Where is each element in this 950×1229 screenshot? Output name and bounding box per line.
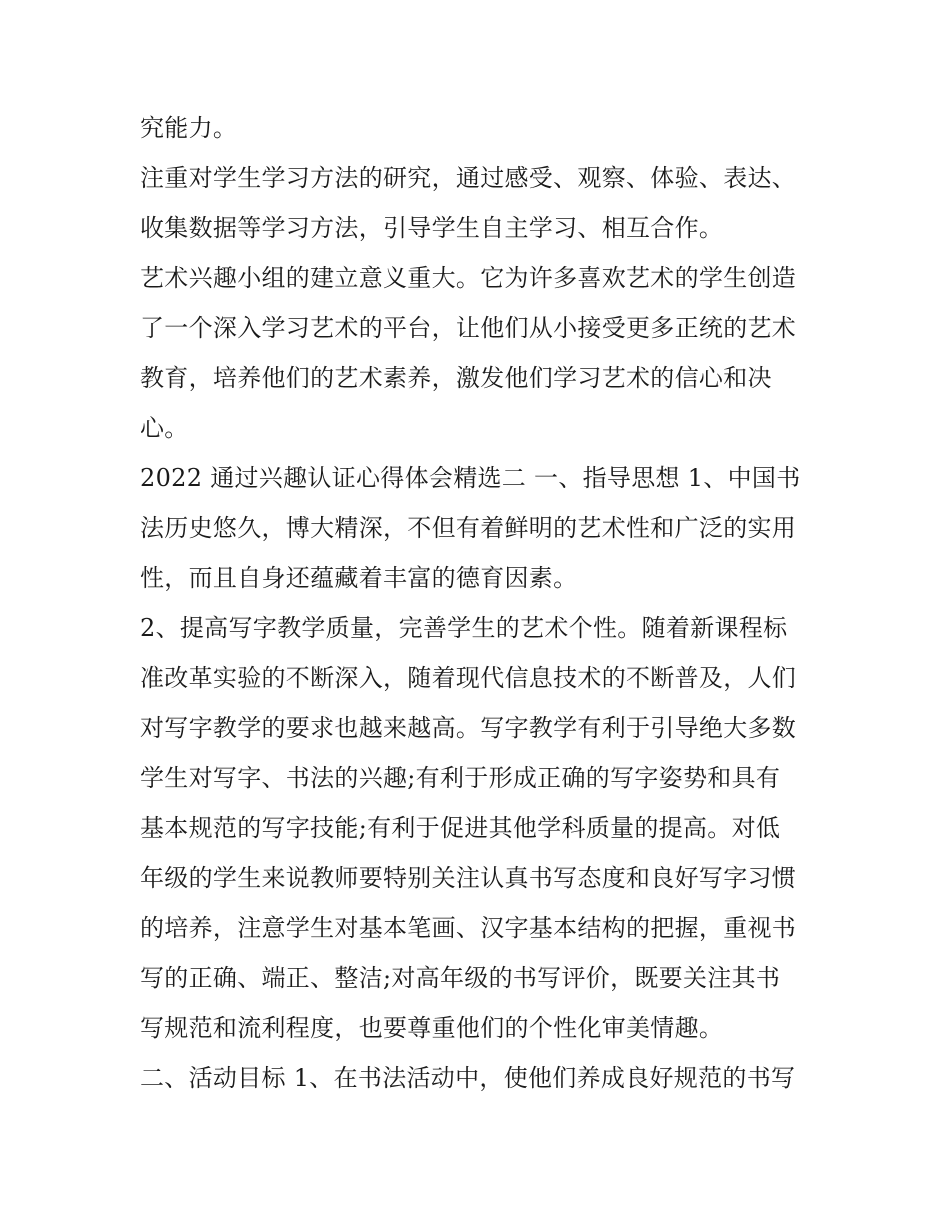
text-line: 法历史悠久，博大精深，不但有着鲜明的艺术性和广泛的实用 bbox=[140, 514, 797, 542]
text-line: 注重对学生学习方法的研究，通过感受、观察、体验、表达、 bbox=[140, 164, 797, 192]
paragraph-1 bbox=[140, 103, 820, 153]
text-line: 教育，培养他们的艺术素养，激发他们学习艺术的信心和决 bbox=[140, 364, 772, 392]
paragraph-2 bbox=[140, 153, 820, 253]
text-line: 年级的学生来说教师要特别关注认真书写态度和良好写字习惯 bbox=[140, 864, 797, 892]
text-line: 心。 bbox=[140, 414, 189, 442]
text-line: 的培养，注意学生对基本笔画、汉字基本结构的把握，重视书 bbox=[140, 914, 797, 942]
text-line: 基本规范的写字技能;有利于促进其他学科质量的提高。对低 bbox=[140, 814, 781, 842]
text-line: 学生对写字、书法的兴趣;有利于形成正确的写字姿势和具有 bbox=[140, 764, 781, 792]
paragraph-4 bbox=[140, 453, 820, 603]
text-line: 2、提高写字教学质量，完善学生的艺术个性。随着新课程标 bbox=[140, 614, 788, 642]
text-line: 准改革实验的不断深入，随着现代信息技术的不断普及，人们 bbox=[140, 664, 797, 692]
text-line: 2022 通过兴趣认证心得体会精选二 一、指导思想 1、中国书 bbox=[140, 464, 801, 492]
document-body bbox=[140, 103, 820, 1103]
text-line: 收集数据等学习方法，引导学生自主学习、相互合作。 bbox=[140, 214, 724, 242]
text-line: 究能力。 bbox=[140, 114, 238, 142]
paragraph-3 bbox=[140, 253, 820, 453]
paragraph-6 bbox=[140, 1053, 820, 1103]
text-line: 二、活动目标 1、在书法活动中，使他们养成良好规范的书写 bbox=[140, 1064, 796, 1092]
text-line: 了一个深入学习艺术的平台，让他们从小接受更多正统的艺术 bbox=[140, 314, 797, 342]
text-line: 写规范和流利程度，也要尊重他们的个性化审美情趣。 bbox=[140, 1014, 724, 1042]
text-line: 对写字教学的要求也越来越高。写字教学有利于引导绝大多数 bbox=[140, 714, 797, 742]
text-line: 写的正确、端正、整洁;对高年级的书写评价，既要关注其书 bbox=[140, 964, 781, 992]
text-line: 艺术兴趣小组的建立意义重大。它为许多喜欢艺术的学生创造 bbox=[140, 264, 797, 292]
paragraph-5 bbox=[140, 603, 820, 1053]
text-line: 性，而且自身还蕴藏着丰富的德育因素。 bbox=[140, 564, 578, 592]
